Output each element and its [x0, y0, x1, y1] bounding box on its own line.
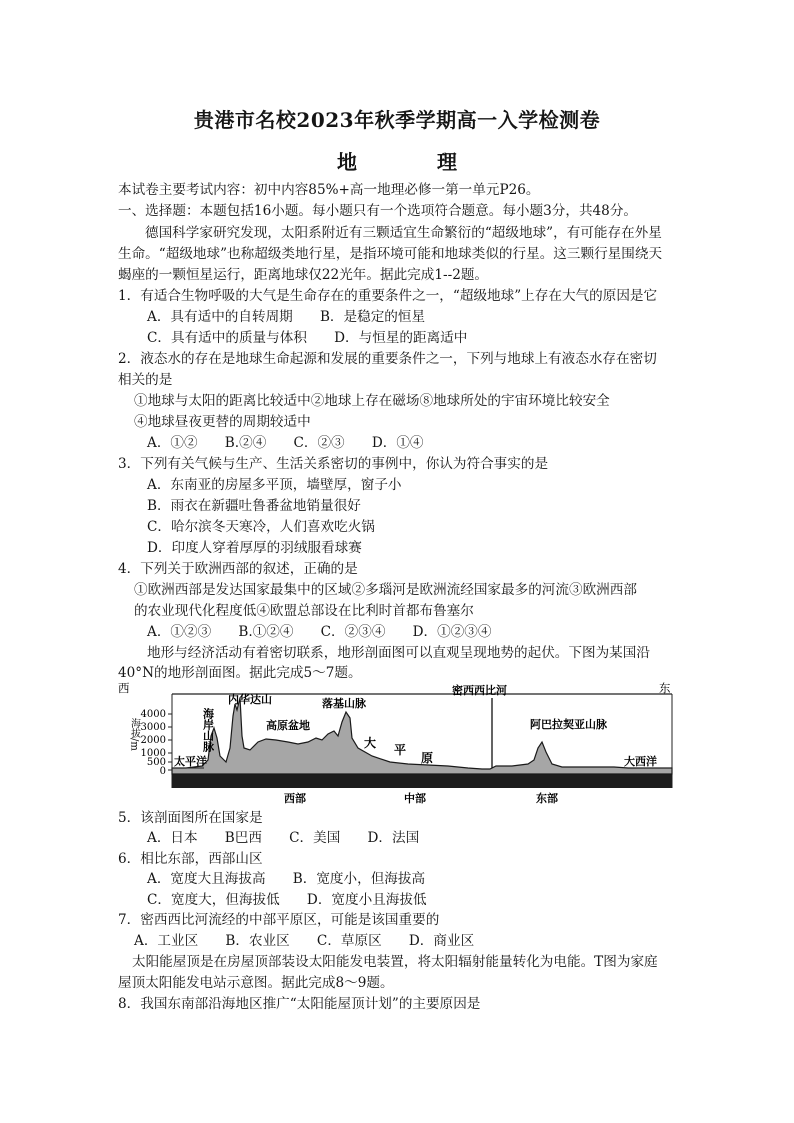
- region-east: 东部: [536, 792, 558, 805]
- ytick-label-0: 0: [159, 766, 166, 777]
- q3-option-a: A．东南亚的房屋多平顶，墙壁厚，窗子小: [147, 477, 402, 493]
- q2-options: A．①② B.②④ C．②③ D．①④: [147, 435, 424, 451]
- ytick-label-2000: 2000: [140, 735, 166, 746]
- region-west: 西部: [284, 792, 306, 805]
- q5-stem: 5．该剖面图所在国家是: [118, 810, 263, 826]
- q7-stem: 7．密西西比河流经的中部平原区，可能是该国重要的: [118, 912, 440, 928]
- q3-option-d: D．印度人穿着厚厚的羽绒服看球赛: [147, 540, 362, 556]
- q4-stem: 4．下列关于欧洲西部的叙述，正确的是: [118, 561, 358, 577]
- q8-stem: 8．我国东南部沿海地区推广“太阳能屋顶计划”的主要原因是: [118, 996, 481, 1012]
- rocky-label: 落基山脉: [322, 697, 366, 710]
- passage2-line2: 40°N的地形剖面图。据此完成5～7题。: [118, 665, 362, 681]
- q3-stem: 3．下列有关气候与生产、生活关系密切的事例中，你认为符合事实的是: [118, 456, 549, 472]
- q6-stem: 6．相比东部，西部山区: [118, 851, 263, 867]
- q5-options: A．日本 B巴西 C．美国 D．法国: [147, 830, 420, 846]
- q4-item-line1: ①欧洲西部是发达国家最集中的区域②多瑙河是欧洲流经国家最多的河流③欧洲西部: [134, 582, 637, 598]
- sierra-label: 内华达山: [228, 693, 272, 706]
- exam-title: 贵港市名校2023年秋季学期高一入学检测卷: [193, 108, 601, 132]
- east-label: 东: [659, 681, 671, 695]
- passage3-line2: 屋顶太阳能发电站示意图。据此完成8～9题。: [118, 975, 394, 991]
- q1-options-ab: A．具有适中的自转周期 B．是稳定的恒星: [147, 309, 426, 325]
- q6-options-cd: C．宽度大，但海拔低 D．宽度小且海拔低: [147, 892, 427, 908]
- q3-option-b: B．雨衣在新疆吐鲁番盆地销量很好: [147, 498, 361, 514]
- q1-stem: 1．有适合生物呼吸的大气是生命存在的重要条件之一，“超级地球”上存在大气的原因是它: [118, 288, 658, 304]
- q2-item-line1: ①地球与太阳的距离比较适中②地球上存在磁场⑧地球所处的宇宙环境比较安全: [134, 393, 610, 409]
- passage1-line3: 蝎座的一颗恒星运行，距离地球仅22光年。据此完成1--2题。: [118, 267, 489, 283]
- passage1-line1: 德国科学家研究发现，太阳系附近有三颗适宜生命繁衍的“超级地球”，有可能存在外星: [145, 225, 662, 241]
- plains-label-1: 大: [364, 736, 377, 750]
- coast-range-label: 海岸山脉: [201, 708, 215, 752]
- base-strip: [172, 774, 672, 788]
- y-axis-label: 海拔/m: [128, 718, 140, 751]
- passage1-line2: 生命。“超级地球”也称超级类地行星，是指环境可能和地球类似的行星。这三颗行星围绕天: [118, 246, 663, 262]
- terrain-profile-figure: [116, 676, 674, 808]
- appalachian-label: 阿巴拉契亚山脉: [530, 718, 607, 731]
- q4-item-line2: 的农业现代化程度低④欧盟总部设在比利时首都布鲁塞尔: [134, 603, 474, 619]
- plains-label-3: 原: [421, 751, 434, 765]
- passage3-line1: 太阳能屋顶是在房屋顶部装设太阳能发电装置，将太阳辐射能量转化为电能。T图为家庭: [132, 954, 658, 970]
- q2-stem-line1: 2．液态水的存在是地球生命起源和发展的重要条件之一，下列与地球上有液态水存在密切: [118, 351, 657, 367]
- q6-options-ab: A．宽度大且海拔高 B．宽度小，但海拔高: [147, 871, 426, 887]
- basin-label: 高原盆地: [266, 719, 310, 732]
- q3-option-c: C．哈尔滨冬天寒冷，人们喜欢吃火锅: [147, 519, 375, 535]
- subject-title: 地 理: [337, 150, 487, 174]
- ytick-label-500: 500: [146, 757, 166, 768]
- q1-options-cd: C．具有适中的质量与体积 D．与恒星的距离适中: [147, 330, 468, 346]
- plains-label-2: 平: [394, 743, 407, 757]
- q2-stem-line2: 相关的是: [118, 372, 173, 388]
- ytick-label-4000: 4000: [140, 709, 166, 720]
- region-central: 中部: [404, 792, 426, 805]
- mississippi-label: 密西西比河: [452, 684, 507, 697]
- west-label: 西: [118, 681, 130, 695]
- exam-scope: 本试卷主要考试内容：初中内容85%+高一地理必修一第一单元P26。: [118, 182, 540, 198]
- q2-item-line2: ④地球昼夜更替的周期较适中: [134, 414, 311, 430]
- pacific-label: 太平洋: [174, 755, 207, 768]
- passage2-line1: 地形与经济活动有着密切联系，地形剖面图可以直观呈现地势的起伏。下图为某国沿: [147, 645, 650, 661]
- atlantic-label: 大西洋: [624, 755, 657, 768]
- ytick-label-3000: 3000: [140, 722, 166, 733]
- q4-options: A．①②③ B.①②④ C．②③④ D．①②③④: [147, 624, 492, 640]
- q7-options: A．工业区 B．农业区 C．草原区 D．商业区: [134, 933, 475, 949]
- ytick-label-1000: 1000: [140, 748, 166, 759]
- section-heading: 一、选择题：本题包括16小题。每小题只有一个选项符合题意。每小题3分，共48分。: [118, 203, 638, 219]
